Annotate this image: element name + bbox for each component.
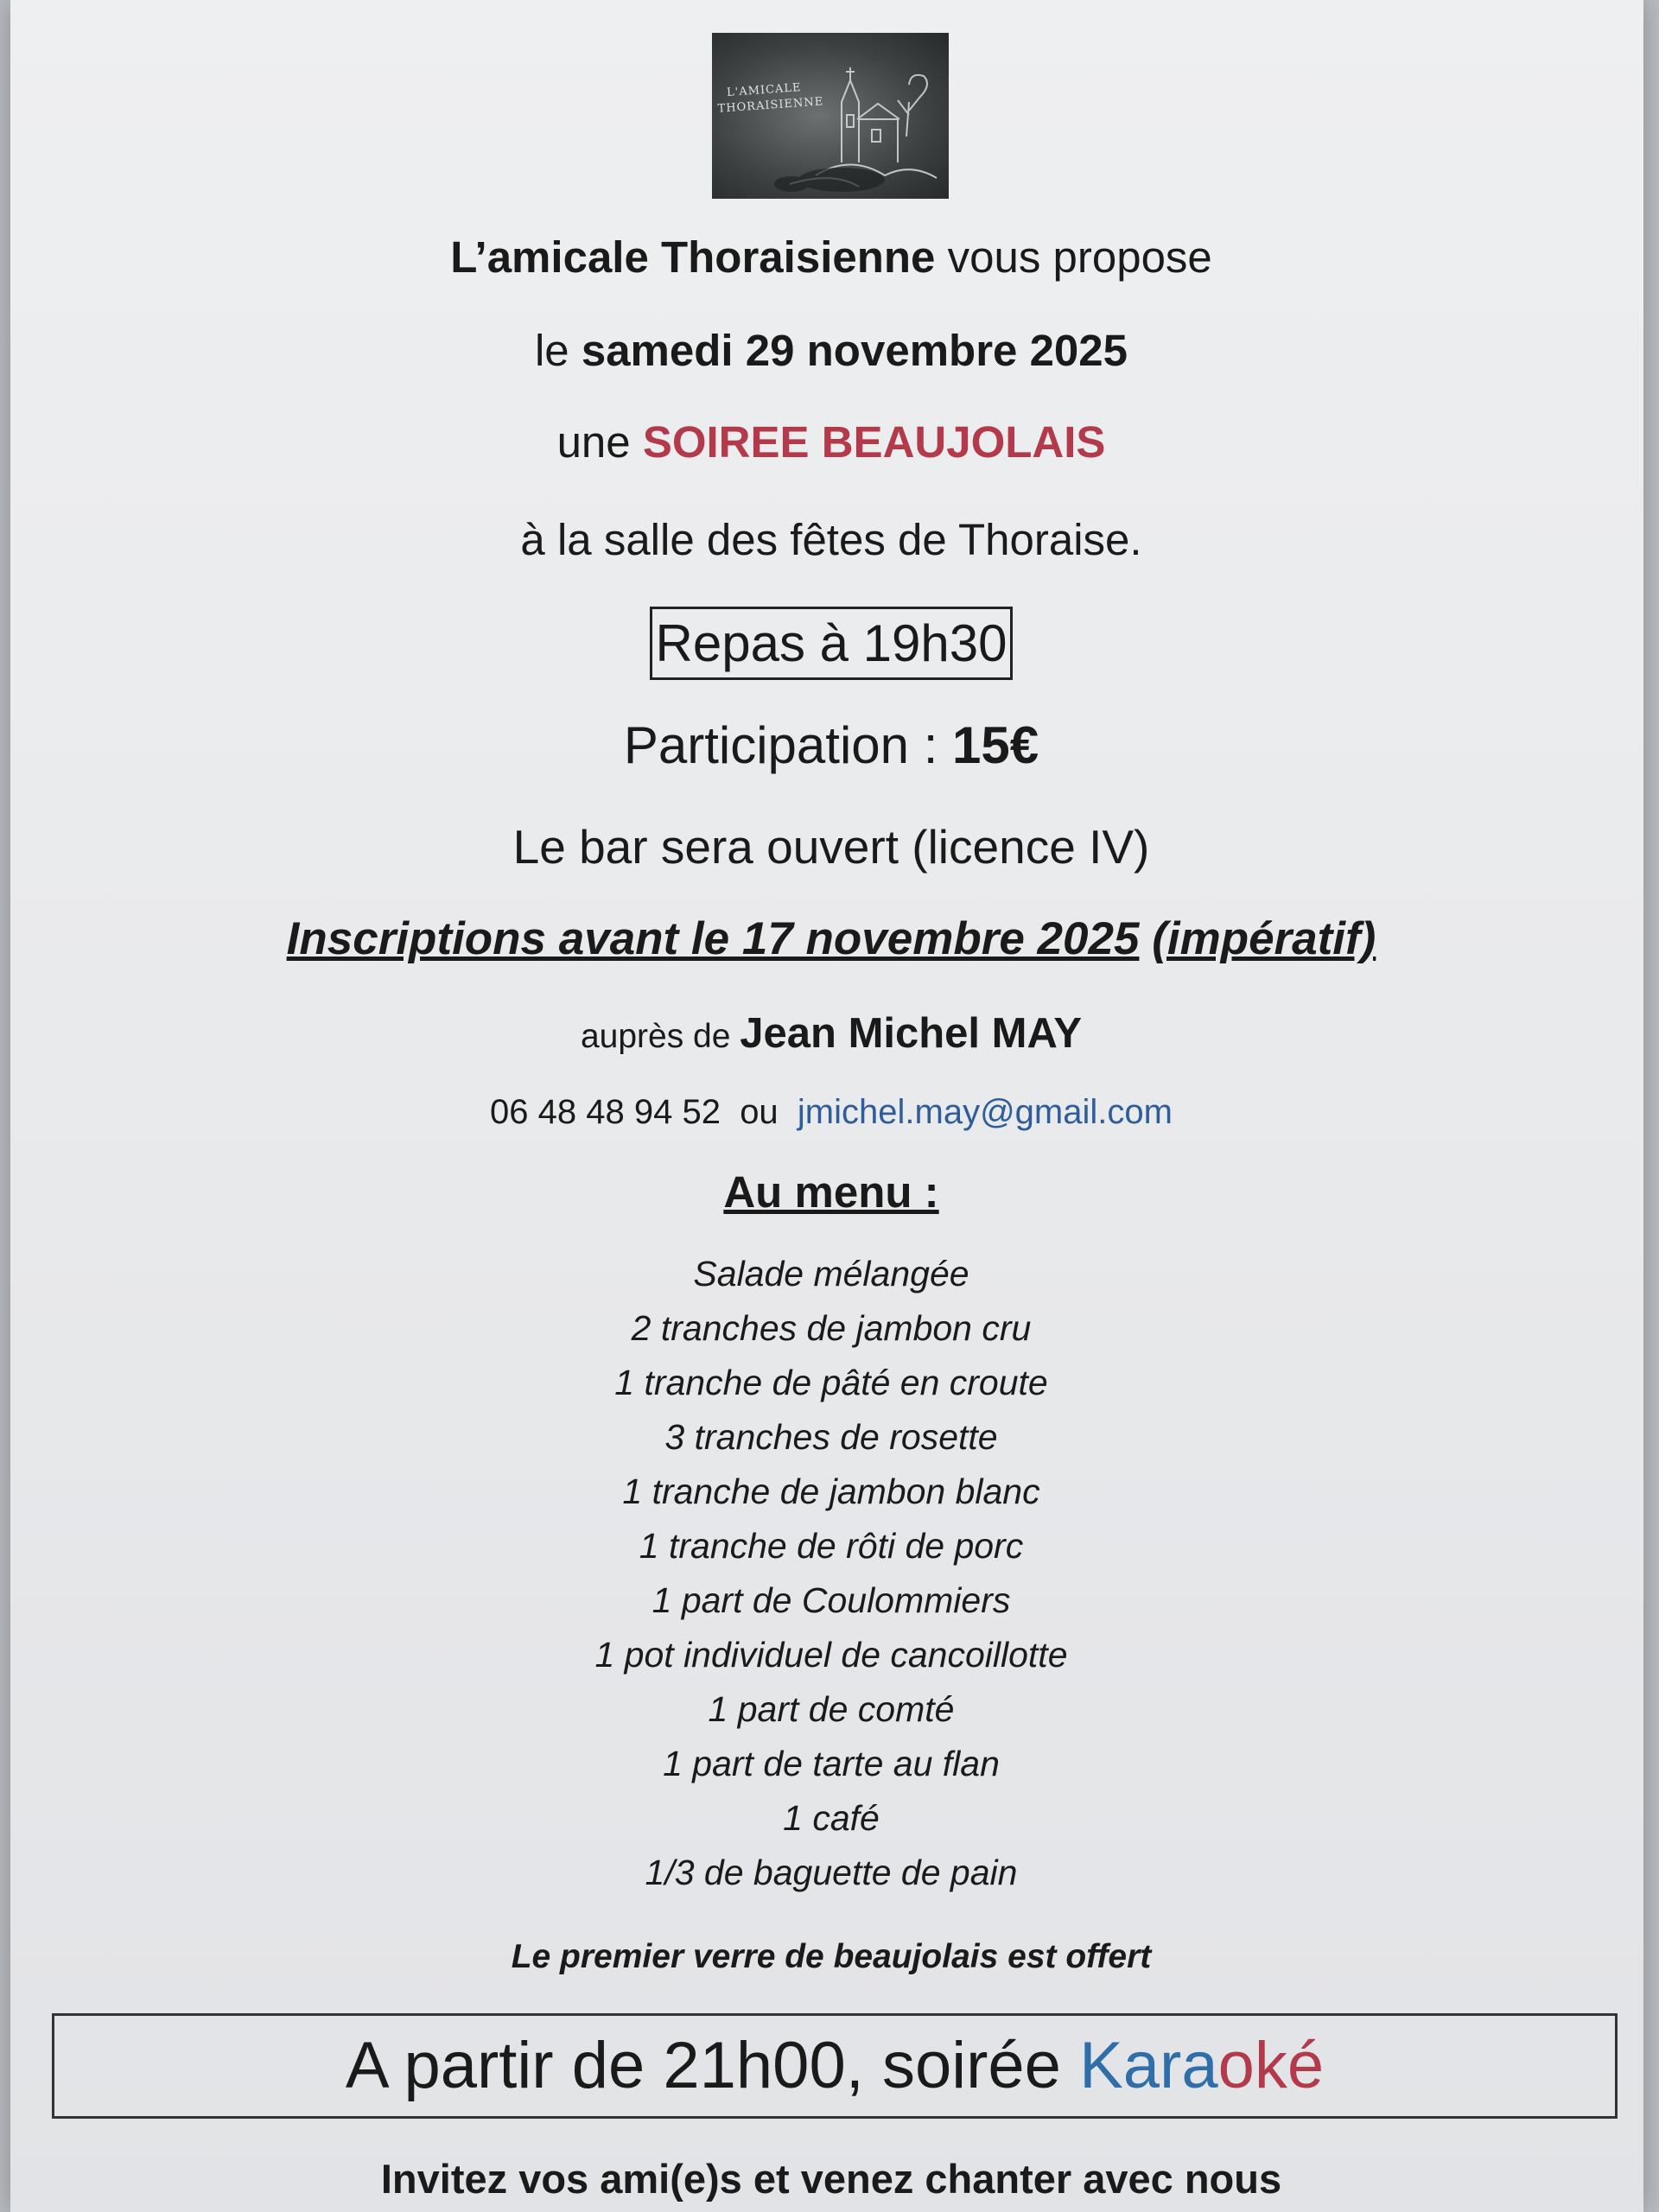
karaoke-word-blue: Kara bbox=[1079, 2029, 1218, 2102]
menu-item: 1 pot individuel de cancoillotte bbox=[594, 1635, 1068, 1675]
date-prefix: le bbox=[534, 326, 582, 375]
price-value: 15€ bbox=[952, 716, 1039, 774]
karaoke-word-red: oké bbox=[1217, 2029, 1325, 2102]
event-prefix: une bbox=[556, 417, 643, 467]
free-glass-note: Le premier verre de beaujolais est offert bbox=[511, 1938, 1152, 1975]
church-illustration bbox=[712, 33, 949, 199]
contact-email-link[interactable]: jmichel.may@gmail.com bbox=[797, 1093, 1173, 1131]
menu-item: 1 part de comté bbox=[708, 1689, 955, 1729]
karaoke-box bbox=[52, 2013, 1618, 2119]
logo-text bbox=[716, 79, 824, 118]
event-date: samedi 29 novembre 2025 bbox=[581, 326, 1128, 375]
contact-prefix: auprès de bbox=[580, 1018, 741, 1055]
event-name: SOIREE BEAUJOLAIS bbox=[642, 417, 1106, 467]
price-label: Participation : bbox=[623, 716, 953, 774]
venue-line: à la salle des fêtes de Thoraise. bbox=[520, 515, 1142, 564]
contact-or: ou bbox=[740, 1093, 779, 1131]
contact-details-line bbox=[10, 1093, 1652, 1132]
association-logo bbox=[712, 33, 949, 199]
date-line bbox=[10, 325, 1652, 376]
contact-name: Jean Michel MAY bbox=[740, 1010, 1083, 1057]
event-line bbox=[10, 416, 1652, 467]
menu-item: Salade mélangée bbox=[693, 1254, 969, 1294]
menu-item: 1 part de Coulommiers bbox=[652, 1580, 1011, 1620]
menu-item: 2 tranches de jambon cru bbox=[631, 1308, 1032, 1348]
bar-info: Le bar sera ouvert (licence IV) bbox=[512, 820, 1150, 874]
contact-phone[interactable]: 06 48 48 94 52 bbox=[490, 1093, 721, 1131]
registration-deadline: Inscriptions avant le 17 novembre 2025 bbox=[286, 913, 1140, 964]
menu-item: 1 tranche de pâté en croute bbox=[614, 1363, 1048, 1402]
menu-item: 1 tranche de jambon blanc bbox=[622, 1471, 1040, 1511]
karaoke-prefix: A partir de 21h00, soirée bbox=[345, 2029, 1080, 2102]
menu-item: 3 tranches de rosette bbox=[664, 1417, 998, 1457]
registration-note: (impératif) bbox=[1152, 913, 1376, 964]
logo-line-1: L'AMICALE bbox=[726, 81, 803, 100]
intro-text: vous propose bbox=[935, 232, 1212, 282]
menu-item: 1 part de tarte au flan bbox=[663, 1744, 1000, 1783]
menu-item: 1 café bbox=[783, 1798, 880, 1838]
menu-item: 1 tranche de rôti de porc bbox=[639, 1526, 1024, 1566]
menu-item: 1/3 de baguette de pain bbox=[645, 1853, 1018, 1892]
flyer-page bbox=[10, 0, 1643, 2212]
menu-title: Au menu : bbox=[723, 1167, 939, 1217]
intro-line bbox=[10, 232, 1652, 283]
meal-time-box: Repas à 19h30 bbox=[650, 607, 1013, 680]
contact-person-line bbox=[10, 1009, 1652, 1058]
price-line bbox=[10, 715, 1652, 775]
logo-line-2: THORAISIENNE bbox=[717, 95, 824, 116]
registration-line bbox=[10, 912, 1652, 965]
invitation-line: Invitez vos ami(e)s et venez chanter avec nous bbox=[380, 2156, 1282, 2202]
organization-name: L’amicale Thoraisienne bbox=[450, 232, 936, 282]
menu-list bbox=[10, 1247, 1652, 1900]
